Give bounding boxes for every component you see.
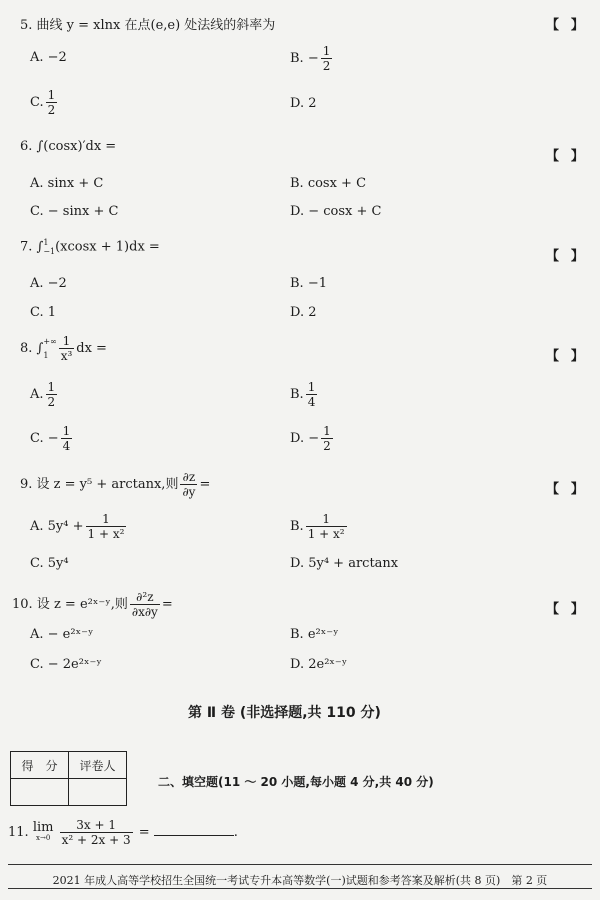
q8-option-d: D. − $\frac{1}{2}$ xyxy=(290,424,331,453)
q7-option-c: C. 1 xyxy=(30,305,57,320)
page-footer: 2021 年成人高等学校招生全国统一考试专升本高等数学(一)试题和参考答案及解析(共 8 页) 第 2 页 xyxy=(52,874,548,887)
q7-option-b: B. −1 xyxy=(290,276,327,291)
q10-answer-bracket: 【 】 xyxy=(546,602,586,617)
q6-option-d: D. − cosx + C xyxy=(290,204,382,219)
q9-stem: 9. 设 z = y⁵ + arctanx,则 $\frac{\partial z}{\partial y}$ = xyxy=(20,470,211,499)
q11-answer-blank[interactable] xyxy=(154,825,234,836)
q5-option-c: C. $\frac{1}{2}$ xyxy=(30,88,56,117)
q5-option-d: D. 2 xyxy=(290,96,317,111)
q5-option-c-fraction: $\frac{1}{2}$ xyxy=(47,88,56,117)
score-table xyxy=(10,751,127,806)
q11-fraction: $\frac{3x + 1}{\text{x² + 2x + 3}}$ xyxy=(61,818,131,847)
q6-option-a: A. sinx + C xyxy=(30,176,104,191)
q10-option-c: C. − 2e²ˣ⁻ʸ xyxy=(30,657,102,672)
q9-option-c: C. 5y⁴ xyxy=(30,556,69,571)
q5-option-b xyxy=(290,44,334,73)
q6-stem: 6. ∫(cosx)′dx = xyxy=(20,139,117,154)
q10-option-a: A. − e²ˣ⁻ʸ xyxy=(30,627,94,642)
q9-option-d: D. 5y⁴ + arctanx xyxy=(290,556,399,571)
q10-option-d: D. 2e²ˣ⁻ʸ xyxy=(290,657,348,672)
q9-answer-bracket: 【 】 xyxy=(546,482,586,497)
q8-integrand-fraction: $\frac{1}{\text{x³}}$ xyxy=(60,334,73,363)
footer-rule-bottom xyxy=(8,888,592,889)
q5-option-a: A. −2 xyxy=(30,50,67,65)
q8-stem: 8. ∫ +∞ 1 $\frac{1}{\text{x³}}$ dx = xyxy=(20,334,107,363)
q10-stem: 10. 设 z = e²ˣ⁻ʸ,则 $\frac{\text{∂²z}}{\partial x\partial y}$ = xyxy=(12,590,173,619)
q6-option-c: C. − sinx + C xyxy=(30,204,119,219)
q10-option-b: B. e²ˣ⁻ʸ xyxy=(290,627,339,642)
q5-answer-bracket: 【 】 xyxy=(546,18,586,33)
q6-option-b: B. cosx + C xyxy=(290,176,367,191)
q9-partial-fraction: $\frac{\partial z}{\partial y}$ xyxy=(182,470,196,499)
grader-header: 评卷人 xyxy=(69,752,127,779)
part-two-title: 第 Ⅱ 卷 (非选择题,共 110 分) xyxy=(188,705,381,721)
q5-option-b-label: B. − xyxy=(290,51,319,66)
q6-answer-bracket: 【 】 xyxy=(546,149,586,164)
q5-option-b-fraction: $\frac{1}{2}$ xyxy=(322,44,331,73)
q7-answer-bracket: 【 】 xyxy=(546,249,586,264)
q10-partial-fraction: $\frac{\text{∂²z}}{\partial x\partial y}$ xyxy=(131,590,158,619)
grader-cell[interactable] xyxy=(69,779,127,806)
q11-stem: 11. lim x→0 $\frac{3x + 1}{\text{x² + 2x + 3}}$ = . xyxy=(8,818,238,847)
q8-option-b: B. $\frac{1}{4}$ xyxy=(290,380,316,409)
q7-stem: 7. ∫ 1 −1 (xcosx + 1)dx = xyxy=(20,238,160,256)
score-header: 得 分 xyxy=(11,752,69,779)
score-cell[interactable] xyxy=(11,779,69,806)
q7-option-a: A. −2 xyxy=(30,276,67,291)
q8-option-c: C. − $\frac{1}{4}$ xyxy=(30,424,71,453)
fill-in-section-title: 二、填空题(11 ～ 20 小题,每小题 4 分,共 40 分) xyxy=(158,775,434,789)
q8-option-a: A. $\frac{1}{2}$ xyxy=(30,380,56,409)
q9-option-b: B. $\frac{1}{\text{1 + x²}}$ xyxy=(290,512,345,541)
q9-option-a: A. 5y⁴ + $\frac{1}{\text{1 + x²}}$ xyxy=(30,512,125,541)
q8-answer-bracket: 【 】 xyxy=(546,349,586,364)
q7-option-d: D. 2 xyxy=(290,305,317,320)
footer-rule xyxy=(8,864,592,865)
q5-stem: 5. 曲线 y = xlnx 在点(e,e) 处法线的斜率为 xyxy=(20,18,276,33)
